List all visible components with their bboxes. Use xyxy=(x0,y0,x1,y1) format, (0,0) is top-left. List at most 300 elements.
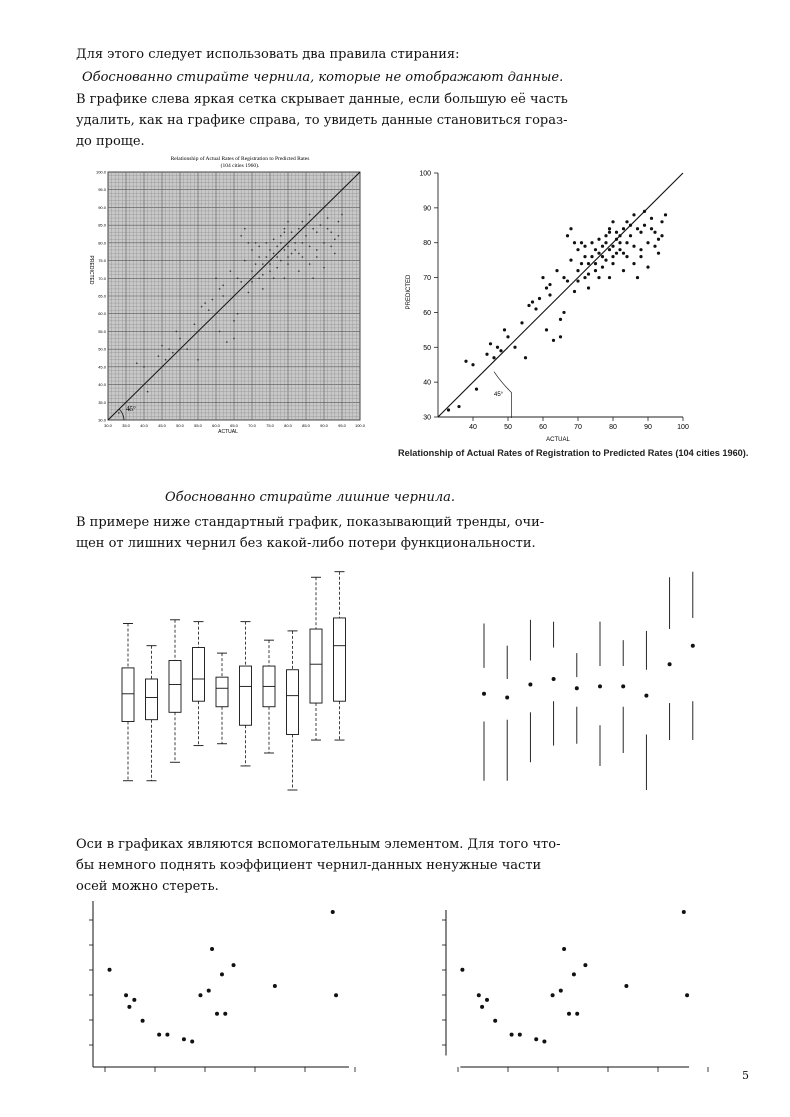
median-dot xyxy=(621,684,625,688)
data-point xyxy=(295,242,296,243)
data-point xyxy=(215,1012,219,1016)
data-point xyxy=(327,228,328,229)
data-point xyxy=(251,271,252,272)
minimal-box-group xyxy=(621,640,625,753)
data-point xyxy=(629,224,632,227)
box xyxy=(240,666,252,725)
data-point xyxy=(639,248,642,251)
data-point xyxy=(298,228,299,229)
data-point xyxy=(334,239,335,240)
data-point xyxy=(559,989,563,993)
data-point xyxy=(291,253,292,254)
y-tick-label: 100.0 xyxy=(95,169,106,175)
data-point xyxy=(280,260,281,261)
data-point xyxy=(208,309,209,310)
data-point xyxy=(223,1012,227,1016)
data-point xyxy=(309,263,310,264)
paragraph-axes-line-2: бы немного поднять коэффициент чернил-данных ненужные части xyxy=(76,858,542,873)
data-point xyxy=(653,245,656,248)
y-tick-label: 55.0 xyxy=(98,328,106,334)
data-point xyxy=(552,339,555,342)
data-point xyxy=(545,286,548,289)
x-tick-label: 80.0 xyxy=(284,423,292,428)
data-point xyxy=(313,228,314,229)
data-point xyxy=(287,256,288,257)
data-point xyxy=(615,231,618,234)
data-point xyxy=(259,278,260,279)
minimal-box-group xyxy=(552,622,556,746)
left-chart-title-line-2: (104 cities 1960). xyxy=(220,163,260,169)
minimal-box-group xyxy=(575,653,579,744)
data-point xyxy=(559,318,562,321)
data-point xyxy=(639,231,642,234)
data-point xyxy=(611,245,614,248)
data-point xyxy=(597,252,600,255)
data-point xyxy=(611,220,614,223)
data-point xyxy=(161,345,162,346)
data-point xyxy=(506,335,509,338)
box-group xyxy=(146,646,158,781)
data-point xyxy=(244,228,245,229)
data-point xyxy=(492,356,495,359)
data-point xyxy=(305,235,306,236)
data-point xyxy=(608,227,611,230)
data-point xyxy=(460,968,464,972)
data-point xyxy=(587,272,590,275)
data-point xyxy=(212,299,213,300)
data-point xyxy=(219,331,220,332)
data-point xyxy=(201,306,202,307)
y-tick-label: 65.0 xyxy=(98,293,106,299)
data-point xyxy=(594,262,597,265)
data-point xyxy=(657,238,660,241)
y-tick-label: 50.0 xyxy=(98,346,106,352)
data-point xyxy=(259,246,260,247)
box xyxy=(287,670,299,735)
data-point xyxy=(323,242,324,243)
median-dot xyxy=(598,684,602,688)
data-point xyxy=(287,263,288,264)
data-point xyxy=(320,210,321,211)
gridded-scatter-chart xyxy=(80,150,380,440)
x-tick-label: 70 xyxy=(574,424,582,431)
x-tick-label: 70.0 xyxy=(248,423,256,428)
x-tick-label: 100 xyxy=(677,424,689,431)
data-point xyxy=(477,993,481,997)
data-point xyxy=(266,256,267,257)
data-point xyxy=(480,1005,484,1009)
data-point xyxy=(284,228,285,229)
y-tick-label: 90 xyxy=(423,205,431,213)
data-point xyxy=(625,220,628,223)
median-dot xyxy=(575,686,579,690)
data-point xyxy=(682,910,686,914)
data-point xyxy=(327,217,328,218)
data-point xyxy=(601,245,604,248)
data-point xyxy=(646,266,649,269)
data-point xyxy=(210,947,214,951)
data-point xyxy=(622,252,625,255)
paragraph-grid-line-3: до проще. xyxy=(76,134,145,149)
data-point xyxy=(291,239,292,240)
data-point xyxy=(646,241,649,244)
data-point xyxy=(566,279,569,282)
data-point xyxy=(615,252,618,255)
data-point xyxy=(305,224,306,225)
box xyxy=(122,668,134,722)
data-point xyxy=(266,242,267,243)
data-point xyxy=(650,227,653,230)
data-point xyxy=(316,249,317,250)
data-point xyxy=(639,255,642,258)
diagonal-reference-line xyxy=(438,173,683,417)
data-point xyxy=(576,279,579,282)
minimal-box-group xyxy=(598,622,602,766)
right-chart-ylabel: PREDICTED xyxy=(406,274,412,310)
x-tick-label: 65.0 xyxy=(230,423,238,428)
data-point xyxy=(590,255,593,258)
data-point xyxy=(165,1033,169,1037)
data-point xyxy=(248,242,249,243)
data-point xyxy=(269,263,270,264)
box xyxy=(146,679,158,720)
data-point xyxy=(132,998,136,1002)
box-group xyxy=(169,620,181,762)
data-point xyxy=(259,256,260,257)
left-chart-angle-label: 45° xyxy=(126,405,136,413)
y-tick-label: 60 xyxy=(423,309,431,317)
data-point xyxy=(580,262,583,265)
data-point xyxy=(280,235,281,236)
paragraph-grid-line-1: В графике слева яркая сетка скрывает данные, если большую её часть xyxy=(76,92,568,107)
right-chart-caption: Relationship of Actual Rates of Registration to Predicted Rates (104 cities 1960). xyxy=(398,448,749,458)
x-tick-label: 90.0 xyxy=(320,423,328,428)
data-point xyxy=(534,307,537,310)
data-point xyxy=(580,241,583,244)
data-point xyxy=(223,295,224,296)
data-point xyxy=(583,276,586,279)
box-plot-chart xyxy=(110,560,370,800)
data-point xyxy=(493,1019,497,1023)
data-point xyxy=(237,278,238,279)
data-point xyxy=(471,363,474,366)
data-point xyxy=(291,232,292,233)
x-tick-label: 50 xyxy=(504,424,512,431)
data-point xyxy=(625,255,628,258)
y-tick-label: 90.0 xyxy=(98,204,106,210)
paragraph-axes-line-3: осей можно стереть. xyxy=(76,879,219,894)
data-point xyxy=(562,311,565,314)
box-group xyxy=(263,640,275,753)
data-point xyxy=(334,253,335,254)
box-group xyxy=(334,572,346,740)
minimal-box-group xyxy=(668,577,672,740)
data-point xyxy=(590,241,593,244)
data-point xyxy=(583,245,586,248)
y-tick-label: 40.0 xyxy=(98,382,106,388)
data-point xyxy=(108,968,112,972)
data-point xyxy=(287,221,288,222)
data-point xyxy=(611,255,614,258)
data-point xyxy=(284,232,285,233)
x-tick-label: 90 xyxy=(644,424,652,431)
data-point xyxy=(562,276,565,279)
data-point xyxy=(524,356,527,359)
data-point xyxy=(489,342,492,345)
x-tick-label: 60.0 xyxy=(212,423,220,428)
data-point xyxy=(220,972,224,976)
x-tick-label: 95.0 xyxy=(338,423,346,428)
x-tick-label: 40 xyxy=(469,424,477,431)
rule-one: Обоснованно стирайте чернила, которые не отображают данные. xyxy=(82,70,564,85)
data-point xyxy=(625,241,628,244)
box-group xyxy=(122,624,134,781)
data-point xyxy=(573,241,576,244)
data-point xyxy=(143,366,144,367)
data-point xyxy=(608,231,611,234)
minimal-box-group xyxy=(482,624,486,781)
box-group xyxy=(287,631,299,790)
data-point xyxy=(632,213,635,216)
y-tick-label: 75.0 xyxy=(98,258,106,264)
data-point xyxy=(338,221,339,222)
data-point xyxy=(583,255,586,258)
data-point xyxy=(562,947,566,951)
data-point xyxy=(248,292,249,293)
data-point xyxy=(331,232,332,233)
data-point xyxy=(685,993,689,997)
data-point xyxy=(309,246,310,247)
data-point xyxy=(331,246,332,247)
data-point xyxy=(226,341,227,342)
y-tick-label: 45.0 xyxy=(98,364,106,370)
page-number: 5 xyxy=(742,1069,749,1082)
minimal-box-group xyxy=(528,620,532,762)
data-point xyxy=(241,235,242,236)
box xyxy=(216,677,228,707)
data-point xyxy=(269,249,270,250)
data-point xyxy=(611,262,614,265)
data-point xyxy=(331,910,335,914)
minimal-box-group xyxy=(505,646,509,781)
data-point xyxy=(559,335,562,338)
data-point xyxy=(302,242,303,243)
box xyxy=(169,661,181,713)
data-point xyxy=(650,217,653,220)
data-point xyxy=(520,321,523,324)
box-group xyxy=(216,653,228,744)
data-point xyxy=(255,263,256,264)
median-dot xyxy=(668,662,672,666)
data-point xyxy=(541,276,544,279)
data-point xyxy=(284,278,285,279)
y-tick-label: 35.0 xyxy=(98,399,106,405)
data-point xyxy=(632,245,635,248)
data-point xyxy=(219,288,220,289)
data-point xyxy=(280,242,281,243)
data-point xyxy=(147,391,148,392)
data-point xyxy=(615,238,618,241)
x-tick-label: 40.0 xyxy=(140,423,148,428)
data-point xyxy=(255,242,256,243)
data-point xyxy=(464,360,467,363)
x-tick-label: 60 xyxy=(539,424,547,431)
data-point xyxy=(262,274,263,275)
data-point xyxy=(165,359,166,360)
data-point xyxy=(197,359,198,360)
data-point xyxy=(141,1019,145,1023)
data-point xyxy=(316,256,317,257)
box-group xyxy=(310,577,322,740)
data-point xyxy=(664,213,667,216)
data-point xyxy=(608,248,611,251)
data-point xyxy=(622,227,625,230)
data-point xyxy=(569,227,572,230)
data-point xyxy=(608,276,611,279)
data-point xyxy=(518,1033,522,1037)
x-tick-label: 85.0 xyxy=(302,423,310,428)
left-chart-ylabel: PREDICTED xyxy=(88,255,94,285)
data-point xyxy=(618,234,621,237)
data-point xyxy=(233,320,234,321)
data-point xyxy=(118,412,119,413)
data-point xyxy=(496,346,499,349)
data-point xyxy=(545,328,548,331)
median-dot xyxy=(552,677,556,681)
paragraph-intro: Для этого следует использовать два правила стирания: xyxy=(76,47,460,62)
data-point xyxy=(313,278,314,279)
data-point xyxy=(302,221,303,222)
data-point xyxy=(190,1040,194,1044)
data-point xyxy=(287,246,288,247)
data-point xyxy=(298,253,299,254)
data-point xyxy=(643,224,646,227)
x-tick-label: 30.0 xyxy=(104,423,112,428)
data-point xyxy=(215,278,216,279)
x-tick-label: 45.0 xyxy=(158,423,166,428)
x-tick-label: 75.0 xyxy=(266,423,274,428)
data-point xyxy=(284,249,285,250)
data-point xyxy=(223,285,224,286)
left-chart-xlabel: ACTUAL xyxy=(218,429,238,435)
data-point xyxy=(262,263,263,264)
data-point xyxy=(262,288,263,289)
data-point xyxy=(172,352,173,353)
data-point xyxy=(157,1033,161,1037)
data-point xyxy=(338,235,339,236)
median-dot xyxy=(691,644,695,648)
box xyxy=(334,618,346,701)
data-point xyxy=(241,281,242,282)
data-point xyxy=(618,248,621,251)
y-tick-label: 70.0 xyxy=(98,275,106,281)
x-tick-label: 100.0 xyxy=(354,423,366,428)
data-point xyxy=(233,338,234,339)
data-point xyxy=(624,984,628,988)
data-point xyxy=(583,963,587,967)
data-point xyxy=(237,313,238,314)
data-point xyxy=(573,290,576,293)
box xyxy=(193,648,205,702)
data-point xyxy=(660,220,663,223)
data-point xyxy=(657,252,660,255)
data-point xyxy=(542,1040,546,1044)
median-dot xyxy=(505,696,509,700)
paragraph-axes-line-1: Оси в графиках являются вспомогательным элементом. Для того что- xyxy=(76,837,561,852)
data-point xyxy=(182,1037,186,1041)
right-chart-xlabel: ACTUAL xyxy=(546,437,570,443)
x-tick-label: 80 xyxy=(609,424,617,431)
data-point xyxy=(277,256,278,257)
data-point xyxy=(295,235,296,236)
trimmed-axes-scatter-chart xyxy=(438,895,718,1080)
left-chart-title-line-1: Relationship of Actual Rates of Registration to Predicted Rates xyxy=(170,156,310,162)
x-tick-label: 50.0 xyxy=(176,423,184,428)
data-point xyxy=(273,239,274,240)
data-point xyxy=(510,1033,514,1037)
data-point xyxy=(594,269,597,272)
data-point xyxy=(513,346,516,349)
data-point xyxy=(576,269,579,272)
data-point xyxy=(302,256,303,257)
box-group xyxy=(240,622,252,766)
data-point xyxy=(485,353,488,356)
data-point xyxy=(320,224,321,225)
data-point xyxy=(653,231,656,234)
data-point xyxy=(124,993,128,997)
data-point xyxy=(198,993,202,997)
data-point xyxy=(316,232,317,233)
data-point xyxy=(194,324,195,325)
paragraph-grid-line-2: удалить, как на графике справа, то увидеть данные становиться горaз- xyxy=(76,113,568,128)
y-tick-label: 30.0 xyxy=(98,417,106,423)
data-point xyxy=(629,234,632,237)
data-point xyxy=(618,241,621,244)
data-point xyxy=(341,214,342,215)
data-point xyxy=(273,253,274,254)
data-point xyxy=(601,255,604,258)
data-point xyxy=(499,349,502,352)
data-point xyxy=(572,972,576,976)
clean-scatter-chart xyxy=(395,165,695,445)
data-point xyxy=(230,271,231,272)
y-tick-label: 50 xyxy=(423,344,431,352)
data-point xyxy=(232,963,236,967)
data-point xyxy=(604,259,607,262)
data-point xyxy=(251,281,252,282)
data-point xyxy=(158,356,159,357)
data-point xyxy=(604,234,607,237)
y-tick-label: 80.0 xyxy=(98,240,106,246)
data-point xyxy=(295,249,296,250)
data-point xyxy=(251,249,252,250)
y-tick-label: 70 xyxy=(423,275,431,283)
rule-two: Обоснованно стирайте лишние чернила. xyxy=(165,490,455,505)
data-point xyxy=(457,405,460,408)
data-point xyxy=(566,234,569,237)
data-point xyxy=(127,1005,131,1009)
data-point xyxy=(636,276,639,279)
box-group xyxy=(193,622,205,746)
data-point xyxy=(323,267,324,268)
minimal-box-group xyxy=(691,572,695,740)
data-point xyxy=(187,348,188,349)
data-point xyxy=(273,984,277,988)
data-point xyxy=(298,271,299,272)
data-point xyxy=(207,989,211,993)
data-point xyxy=(622,269,625,272)
y-tick-label: 30 xyxy=(423,414,431,422)
